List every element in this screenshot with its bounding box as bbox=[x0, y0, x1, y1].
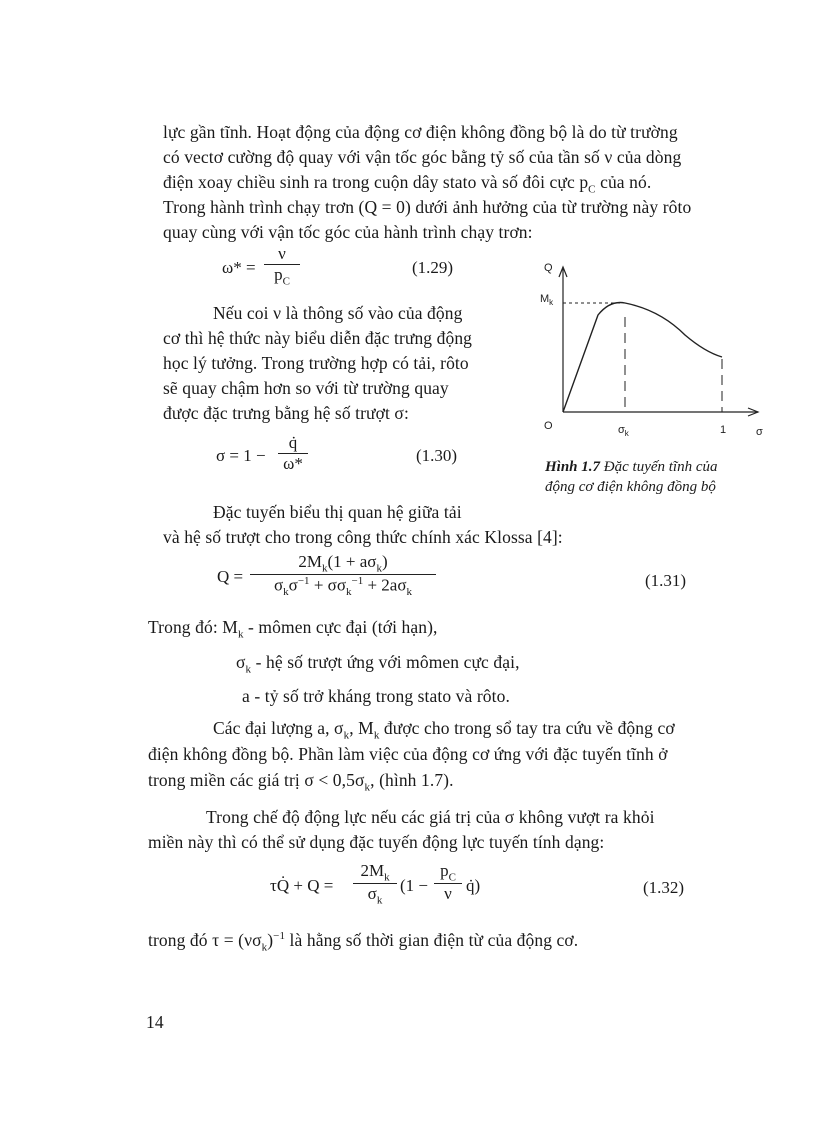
eq-1-30-lhs: σ = 1 − bbox=[216, 446, 266, 465]
eq-1-32-frac2-den: ν bbox=[434, 883, 462, 904]
eq-1-32-lhs: τQ̇ + Q = bbox=[270, 876, 334, 895]
p5-line-2: miền này thì có thể sử dụng đặc tuyến động lực tuyến tính dạng: bbox=[148, 832, 605, 852]
p2-line-2: cơ thì hệ thức này biểu diễn đặc trưng động bbox=[163, 328, 473, 348]
eq-1-32-fraction-2 bbox=[434, 861, 462, 904]
figure-caption bbox=[545, 457, 790, 497]
eq-1-30-numerator: q̇ bbox=[288, 433, 298, 452]
eq-1-31-lhs: Q = bbox=[217, 567, 244, 586]
p1-line-1: lực gần tĩnh. Hoạt động của động cơ điện không đồng bộ là do từ trường bbox=[163, 122, 678, 142]
def-mk: Trong đó: $M_k$ - mômen cực đại (tới hạn), bbox=[148, 617, 438, 641]
p4-line-3: trong miền các giá trị $\sigma < 0,5\sigma_k$, (hình 1.7). bbox=[148, 770, 454, 794]
eq-1-29-lhs: ω* = bbox=[222, 258, 256, 277]
p4-line-2: điện không đồng bộ. Phần làm việc của động cơ ứng với đặc tuyến tĩnh ở bbox=[148, 744, 668, 764]
eq-1-31-number: (1.31) bbox=[645, 571, 687, 590]
p3-line-1: Đặc tuyến biểu thị quan hệ giữa tải bbox=[213, 502, 462, 522]
eq-1-32-mid: (1 − bbox=[400, 876, 428, 895]
y-axis bbox=[559, 267, 567, 412]
page-number: 14 bbox=[146, 1012, 164, 1032]
eq-1-29-number: (1.29) bbox=[412, 258, 454, 277]
eq-1-32-number: (1.32) bbox=[643, 878, 685, 897]
caption-title: Hình 1.7 bbox=[545, 459, 601, 475]
p2-line-5: được đặc trưng bằng hệ số trượt σ: bbox=[163, 403, 409, 423]
final-line: trong đó $\tau = (\nu\sigma_k)^{-1}$ là hằng số thời gian điện từ của động cơ. bbox=[148, 930, 579, 954]
figure-1-7 bbox=[530, 255, 790, 445]
sigma-k-label: $\sigma_k$ bbox=[618, 424, 629, 438]
eq-1-29-denominator: $p_C$ bbox=[264, 264, 300, 287]
p1-line-4: Trong hành trình chạy trơn (Q = 0) dưới ảnh hưởng của từ trường này rôto bbox=[163, 197, 692, 217]
p2-line-3: học lý tưởng. Trong trường hợp có tải, rôto bbox=[163, 353, 469, 373]
eq-1-30-denominator: ω* bbox=[278, 453, 308, 474]
characteristic-curve bbox=[563, 303, 722, 413]
eq-1-30-fraction bbox=[278, 433, 308, 474]
eq-1-32-frac1-num: $2M_k$ bbox=[360, 861, 390, 884]
p1-line-3: điện xoay chiều sinh ra trong cuộn dây stato và số đôi cực $p_C$ của nó. bbox=[163, 172, 652, 196]
p2-line-1: Nếu coi ν là thông số vào của động bbox=[213, 303, 463, 323]
origin-label: O bbox=[544, 420, 553, 432]
mk-label: $M_k$ bbox=[540, 293, 554, 307]
eq-1-31-fraction bbox=[250, 552, 436, 598]
one-label: 1 bbox=[720, 424, 727, 436]
p5-line-1: Trong chế độ động lực nếu các giá trị của σ không vượt ra khỏi bbox=[206, 807, 655, 827]
p4-line-1: Các đại lượng a, $\sigma_k$, $M_k$ được cho trong sổ tay tra cứu về động cơ bbox=[213, 718, 675, 742]
eq-1-32-fraction-1 bbox=[353, 861, 397, 907]
eq-1-29-numerator: ν bbox=[278, 244, 286, 263]
eq-1-32-frac1-den: $\sigma_k$ bbox=[353, 883, 397, 906]
caption-line-1: Đặc tuyến tĩnh của bbox=[600, 459, 718, 475]
eq-1-31-denominator: $\sigma_k\sigma^{-1} + \sigma\sigma_k^{-1} + 2a\sigma_k$ bbox=[250, 574, 436, 598]
eq-1-31-numerator: $2M_k(1 + a\sigma_k)$ bbox=[298, 552, 388, 575]
eq-1-29-fraction bbox=[264, 244, 300, 287]
eq-1-32-tail: q̇) bbox=[466, 876, 481, 895]
caption-line-2: động cơ điện không đồng bộ bbox=[545, 479, 716, 495]
x-axis-label: σ bbox=[756, 426, 763, 438]
eq-1-30-number: (1.30) bbox=[416, 446, 458, 465]
def-sigma-k: $\sigma_k$ - hệ số trượt ứng với mômen cực đại, bbox=[236, 652, 520, 676]
eq-1-32-frac2-num: $p_C$ bbox=[440, 861, 456, 884]
p3-line-2: và hệ số trượt cho trong công thức chính xác Klossa [4]: bbox=[163, 527, 563, 547]
def-a: a - tỷ số trở kháng trong stato và rôto. bbox=[242, 686, 510, 706]
y-axis-label: Q bbox=[544, 262, 553, 274]
p1-line-2: có vectơ cường độ quay với vận tốc góc bằng tỷ số của tần số ν của dòng bbox=[163, 147, 682, 167]
p2-line-4: sẽ quay chậm hơn so với từ trường quay bbox=[163, 378, 449, 398]
p1-line-5: quay cùng với vận tốc góc của hành trình chạy trơn: bbox=[163, 222, 533, 242]
x-axis bbox=[563, 408, 758, 416]
